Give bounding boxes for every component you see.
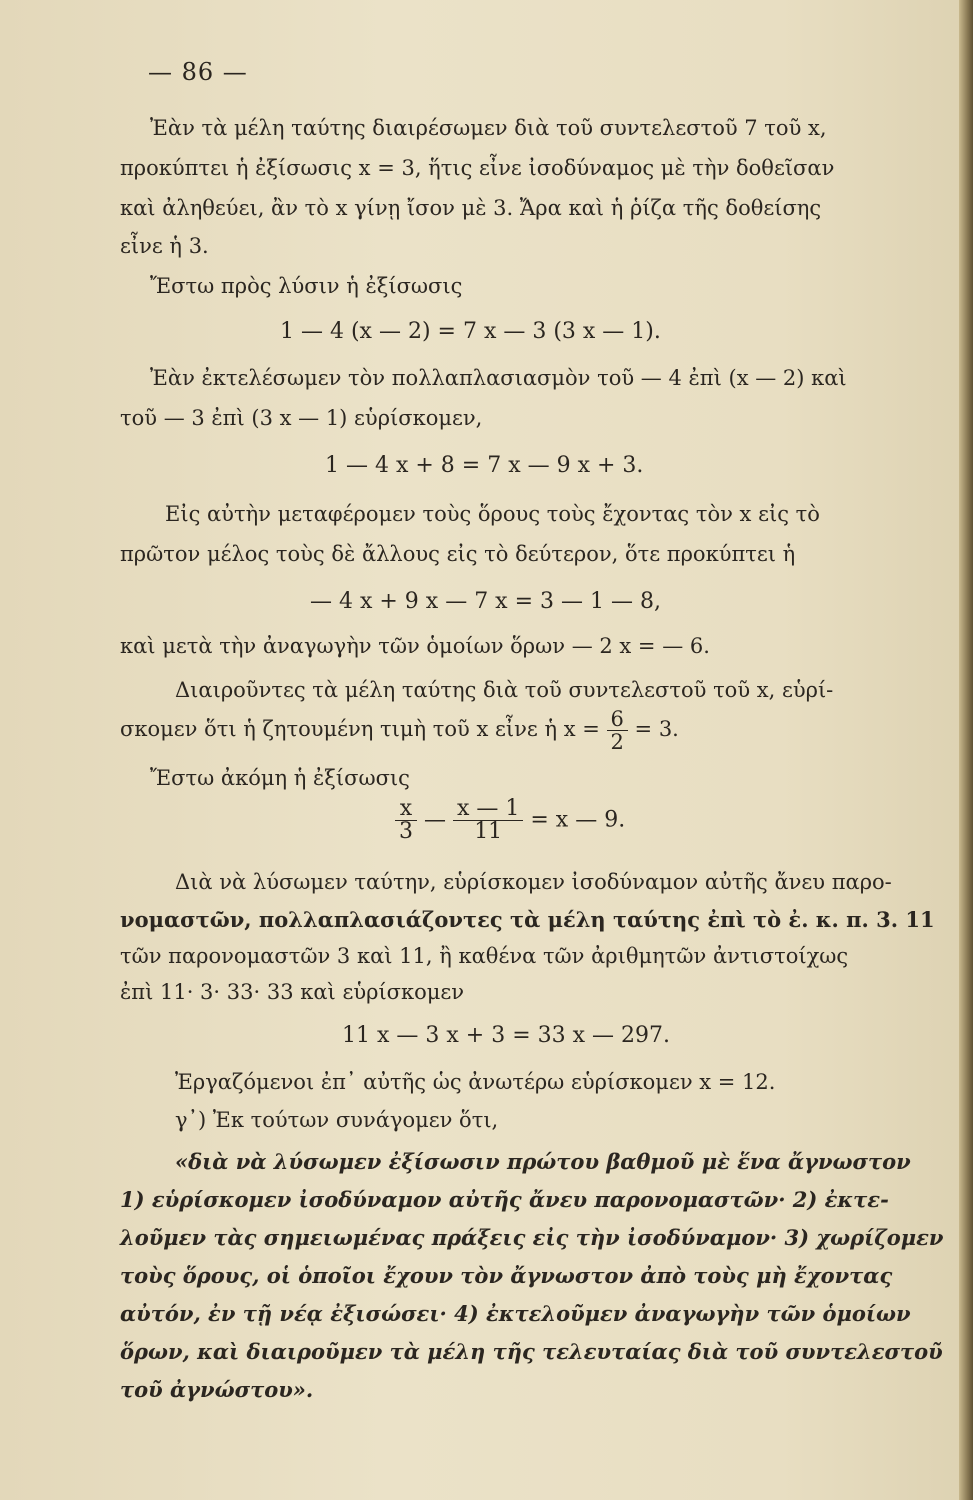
text-segment: = 3. bbox=[627, 717, 679, 741]
text-line: Ἐὰν τὰ μέλη ταύτης διαιρέσωμεν διὰ τοῦ συντελεστοῦ 7 τοῦ x, bbox=[150, 116, 827, 140]
text-line: προκύπτει ἡ ἐξίσωσις x = 3, ἥτις εἶνε ἰσοδύναμος μὲ τὴν δοθεῖσαν bbox=[120, 156, 835, 180]
fraction-denominator: 3 bbox=[399, 819, 413, 844]
equation-rest: = x — 9. bbox=[523, 807, 626, 833]
text-line: Ἔστω πρὸς λύσιν ἡ ἐξίσωσις bbox=[150, 274, 463, 298]
page-number: — 86 — bbox=[148, 58, 248, 86]
rule-line: «διὰ νὰ λύσωμεν ἐξίσωσιν πρώτου βαθμοῦ μὲ ἕνα ἄγνωστον bbox=[175, 1149, 911, 1174]
text-line-with-fraction bbox=[120, 708, 679, 753]
rule-line: λοῦμεν τὰς σημειωμένας πράξεις εἰς τὴν ἰσοδύναμον· 3) χωρίζομεν bbox=[120, 1225, 944, 1250]
text-line: Διαιροῦντες τὰ μέλη ταύτης διὰ τοῦ συντελεστοῦ τοῦ x, εὑρί- bbox=[175, 678, 834, 702]
fraction-numerator: x bbox=[395, 798, 417, 821]
fraction bbox=[453, 798, 523, 843]
fraction bbox=[395, 798, 417, 843]
equation: 1 — 4 (x — 2) = 7 x — 3 (3 x — 1). bbox=[280, 319, 661, 344]
text-line: Εἰς αὐτὴν μεταφέρομεν τοὺς ὅρους τοὺς ἔχοντας τὸν x εἰς τὸ bbox=[165, 502, 820, 526]
fraction-numerator: 6 bbox=[607, 708, 628, 731]
equation: — 4 x + 9 x — 7 x = 3 — 1 — 8, bbox=[310, 589, 661, 614]
text-line: τῶν παρονομαστῶν 3 καὶ 11, ἢ καθένα τῶν ἀριθμητῶν ἀντιστοίχως bbox=[120, 944, 849, 968]
rule-line: 1) εὑρίσκομεν ἰσοδύναμον αὐτῆς ἄνευ παρονομαστῶν· 2) ἐκτε- bbox=[120, 1187, 889, 1212]
text-line: πρῶτον μέλος τοὺς δὲ ἄλλους εἰς τὸ δεύτερον, ὅτε προκύπτει ἡ bbox=[120, 542, 796, 566]
fraction bbox=[607, 708, 628, 753]
text-line: καὶ ἀληθεύει, ἂν τὸ x γίνῃ ἴσον μὲ 3. Ἄρα καὶ ἡ ῥίζα τῆς δοθείσης bbox=[120, 196, 822, 220]
page-edge bbox=[959, 0, 973, 1500]
text-segment: σκομεν ὅτι ἡ ζητουμένη τιμὴ τοῦ x εἶνε ἡ x = bbox=[120, 717, 607, 741]
minus-sign: — bbox=[417, 807, 453, 833]
text-line: τοῦ — 3 ἐπὶ (3 x — 1) εὑρίσκομεν, bbox=[120, 406, 483, 430]
fraction-numerator: x — 1 bbox=[453, 798, 523, 821]
text-line: καὶ μετὰ τὴν ἀναγωγὴν τῶν ὁμοίων ὅρων — 2 x = — 6. bbox=[120, 634, 710, 658]
text-line: γ᾽) Ἐκ τούτων συνάγομεν ὅτι, bbox=[175, 1108, 499, 1132]
fraction-denominator: 2 bbox=[610, 730, 624, 754]
rule-line: αὐτόν, ἐν τῇ νέᾳ ἐξισώσει· 4) ἐκτελοῦμεν ἀναγωγὴν τῶν ὁμοίων bbox=[120, 1301, 911, 1326]
equation-fraction bbox=[395, 798, 625, 843]
text-line: Ἐργαζόμενοι ἐπ᾽ αὐτῆς ὡς ἀνωτέρω εὑρίσκομεν x = 12. bbox=[175, 1070, 776, 1094]
text-line: Ἔστω ἀκόμη ἡ ἐξίσωσις bbox=[150, 766, 410, 790]
text-line: εἶνε ἡ 3. bbox=[120, 234, 209, 258]
rule-line: ὅρων, καὶ διαιροῦμεν τὰ μέλη τῆς τελευταίας διὰ τοῦ συντελεστοῦ bbox=[120, 1339, 943, 1364]
text-line: Ἐὰν ἐκτελέσωμεν τὸν πολλαπλασιασμὸν τοῦ — 4 ἐπὶ (x — 2) καὶ bbox=[150, 366, 847, 390]
text-line: Διὰ νὰ λύσωμεν ταύτην, εὑρίσκομεν ἰσοδύναμον αὐτῆς ἄνευ παρο- bbox=[175, 870, 892, 894]
rule-line: τοῦ ἀγνώστου». bbox=[120, 1377, 314, 1402]
text-line: νομαστῶν, πολλαπλασιάζοντες τὰ μέλη ταύτης ἐπὶ τὸ ἐ. κ. π. 3. 11 bbox=[120, 907, 935, 932]
text-line: ἐπὶ 11· 3· 33· 33 καὶ εὑρίσκομεν bbox=[120, 980, 465, 1004]
equation: 1 — 4 x + 8 = 7 x — 9 x + 3. bbox=[325, 453, 644, 478]
fraction-denominator: 11 bbox=[474, 819, 503, 844]
equation: 11 x — 3 x + 3 = 33 x — 297. bbox=[342, 1023, 670, 1048]
rule-line: τοὺς ὅρους, οἱ ὁποῖοι ἔχουν τὸν ἄγνωστον ἀπὸ τοὺς μὴ ἔχοντας bbox=[120, 1263, 893, 1288]
